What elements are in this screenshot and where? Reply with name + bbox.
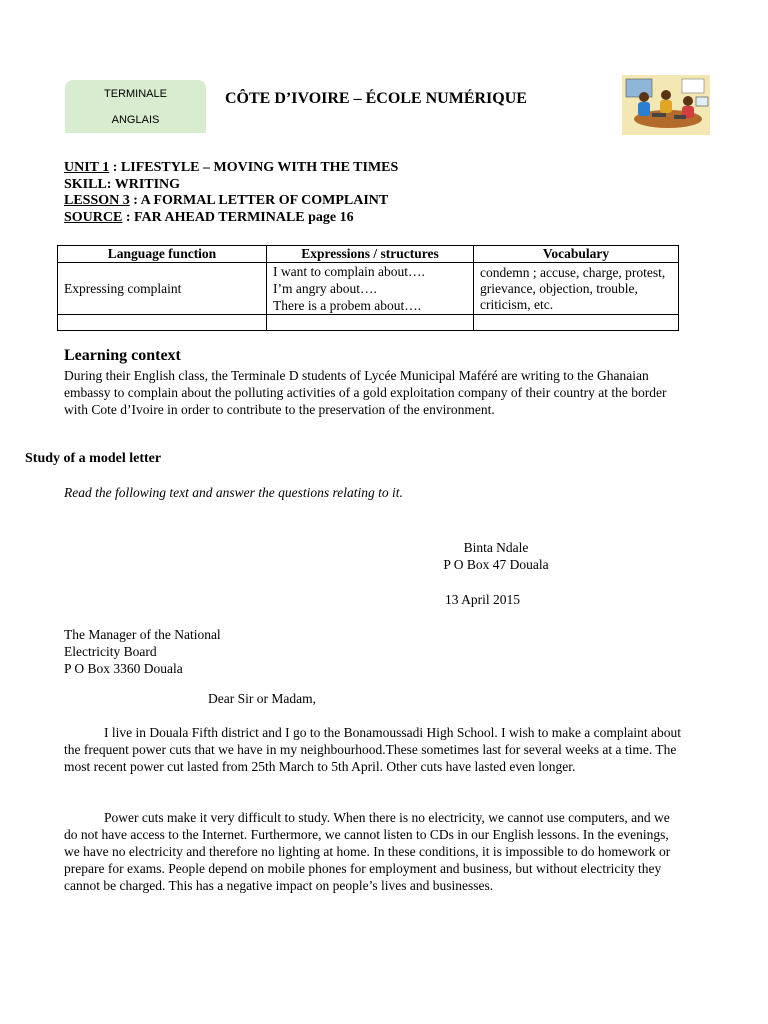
letter-paragraph: Power cuts make it very difficult to study. When there is no electricity, we cannot use computers, and we do not have access to the Internet. Furthermore, we cannot listen to CDs in our English lessons. In the evenings, we have no electricity and therefore no lighting at home. In these conditions, it is impossible to do homework or prepare for exams. People depend on mobile phones for employment and business, but without electricity they cannot be charged. This has a negative impact on people’s lives and businesses. xyxy=(64,810,671,893)
letter-paragraph: I live in Douala Fifth district and I go to the Bonamoussadi High School. I wish to make a complaint about the frequent power cuts that we have in my neighbourhood.These sometimes last for several weeks at a time. The most recent power cut lasted from 25th March to 5th April. Other cuts have lasted even longer. xyxy=(64,725,682,774)
empty-cell xyxy=(58,315,267,331)
empty-cell xyxy=(474,315,679,331)
letter-date: 13 April 2015 xyxy=(445,592,521,607)
sender-name: Binta Ndale xyxy=(463,540,529,555)
header-language-function: Language function xyxy=(58,246,267,263)
expression-item: I’m angry about…. xyxy=(273,281,377,296)
header-vocabulary: Vocabulary xyxy=(474,246,679,263)
lesson-label: LESSON 3 xyxy=(64,193,130,208)
empty-cell xyxy=(267,315,474,331)
expression-item: I want to complain about…. xyxy=(273,264,425,279)
sender-address: P O Box 47 Douala xyxy=(443,557,549,572)
header-expressions: Expressions / structures xyxy=(267,246,474,263)
language-table xyxy=(57,245,679,331)
badge-subject: ANGLAIS xyxy=(111,114,160,126)
table-row-empty xyxy=(58,315,679,331)
skill-line: SKILL: WRITING xyxy=(64,176,181,192)
badge-level: TERMINALE xyxy=(104,88,167,100)
page-title: CÔTE D’IVOIRE – ÉCOLE NUMÉRIQUE xyxy=(225,90,527,107)
recipient-line: P O Box 3360 Douala xyxy=(64,661,183,676)
learning-context-text: During their English class, the Terminale D students of Lycée Municipal Maféré are writing to the Ghanaian embassy to complain about the polluting activities of a gold exploitation company of their country at the border with Cote d’Ivoire in order to contribute to the preservation of the environment. xyxy=(64,368,667,417)
recipient-line: Electricity Board xyxy=(64,644,157,659)
cell-vocabulary: condemn ; accuse, charge, protest, grievance, objection, trouble, criticism, etc. xyxy=(474,263,679,315)
sender-block xyxy=(435,539,557,573)
source-label: SOURCE xyxy=(64,209,123,225)
cell-expressions xyxy=(267,263,474,315)
letter-greeting: Dear Sir or Madam, xyxy=(208,691,316,706)
unit-title: : LIFESTYLE – MOVING WITH THE TIMES xyxy=(109,160,399,175)
level-badge xyxy=(65,80,206,133)
unit-header xyxy=(64,160,398,226)
instruction-text: Read the following text and answer the questions relating to it. xyxy=(64,485,403,500)
table-header-row xyxy=(58,246,679,263)
source-text: : FAR AHEAD TERMINALE page 16 xyxy=(122,209,354,225)
classroom-illustration xyxy=(622,75,710,135)
expression-item: There is a probem about…. xyxy=(273,298,422,313)
study-heading: Study of a model letter xyxy=(25,451,162,466)
recipient-line: The Manager of the National xyxy=(64,627,221,642)
learning-context-heading: Learning context xyxy=(64,347,181,364)
table-row xyxy=(58,263,679,315)
recipient-block xyxy=(64,626,221,677)
unit-label: UNIT 1 xyxy=(64,160,110,175)
lesson-title: : A FORMAL LETTER OF COMPLAINT xyxy=(129,193,389,208)
lesson-line xyxy=(64,193,398,210)
cell-function: Expressing complaint xyxy=(58,263,267,315)
unit-line xyxy=(64,160,398,177)
source-line xyxy=(64,210,398,227)
